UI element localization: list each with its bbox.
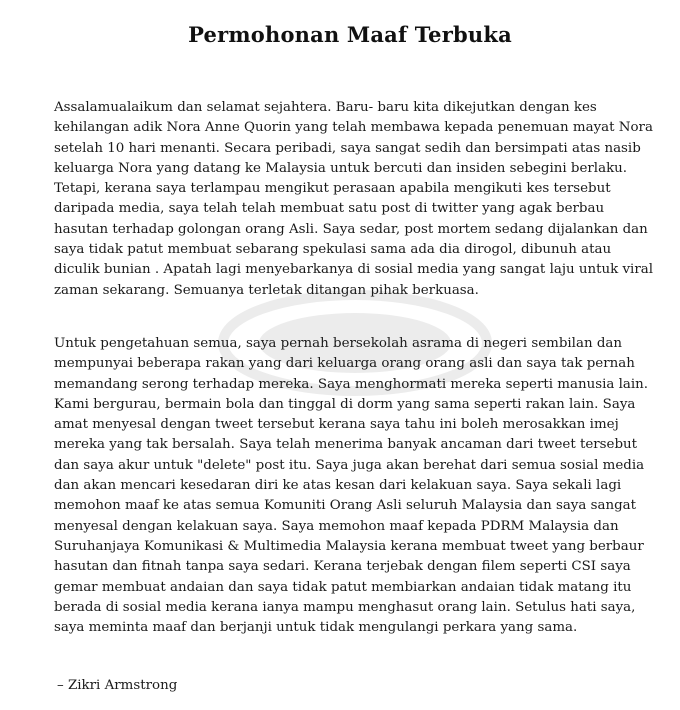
paragraph-line: Suruhanjaya Komunikasi & Multimedia Malaysia kerana membuat tweet yang berbaur xyxy=(54,538,644,554)
paragraph-line: dan akan mencari kesedaran diri ke atas kesan dari kelakuan saya. Saya sekali lagi xyxy=(54,478,622,494)
paragraph-line: menyesal dengan kelakuan saya. Saya memohon maaf kepada PDRM Malaysia dan xyxy=(54,518,619,534)
paragraph-line: Assalamualaikum dan selamat sejahtera. Baru- baru kita dikejutkan dengan kes xyxy=(54,100,597,115)
signature: – Zikri Armstrong xyxy=(57,678,178,693)
paragraph-2 xyxy=(54,334,654,638)
paragraph-line: memohon maaf ke atas semua Komuniti Orang Asli seluruh Malaysia dan saya sangat xyxy=(54,498,637,514)
paragraph-line: diculik bunian . Apatah lagi menyebarkanya di sosial media yang sangat laju untuk viral xyxy=(54,262,654,278)
paragraph-line: amat menyesal dengan tweet tersebut kerana saya tahu ini boleh merosakkan imej xyxy=(54,417,619,433)
paragraph-line: saya tidak patut membuat sebarang spekulasi sama ada dia dirogol, dibunuh atau xyxy=(54,242,612,258)
paragraph-1 xyxy=(54,98,654,301)
paragraph-line: mereka yang tak bersalah. Saya telah menerima banyak ancaman dari tweet tersebut xyxy=(54,437,638,453)
paragraph-line: gemar membuat andaian dan saya tidak patut membiarkan andaian tidak matang itu xyxy=(54,579,632,595)
paragraph-line: dan saya akur untuk "delete" post itu. Saya juga akan berehat dari semua sosial media xyxy=(54,457,645,473)
paragraph-line: hasutan dan fitnah tanpa saya sedari. Kerana terjebak dengan filem seperti CSI saya xyxy=(54,559,631,575)
paragraph-line: setelah 10 hari menanti. Secara peribadi, saya sangat sedih dan bersimpati atas nasib xyxy=(54,140,641,156)
paragraph-line: keluarga Nora yang datang ke Malaysia untuk bercuti dan insiden sebegini berlaku. xyxy=(54,160,628,176)
paragraph-line: kehilangan adik Nora Anne Quorin yang telah membawa kepada penemuan mayat Nora xyxy=(54,120,653,136)
paragraph-line: daripada media, saya telah telah membuat satu post di twitter yang agak berbau xyxy=(54,201,605,217)
paragraph-line: hasutan terhadap golongan orang Asli. Saya sedar, post mortem sedang dijalankan dan xyxy=(54,221,648,237)
paragraph-line: Untuk pengetahuan semua, saya pernah bersekolah asrama di negeri sembilan dan xyxy=(54,336,623,351)
paragraph-line: mempunyai beberapa rakan yang dari keluarga orang orang asli dan saya tak pernah xyxy=(54,356,635,372)
paragraph-line: zaman sekarang. Semuanya terletak ditangan pihak berkuasa. xyxy=(54,282,479,298)
paragraph-line: Tetapi, kerana saya terlampau mengikut perasaan apabila mengikuti kes tersebut xyxy=(54,181,611,197)
paragraph-line: berada di sosial media kerana ianya mampu menghasut orang lain. Setulus hati saya, xyxy=(54,599,636,615)
document-title: Permohonan Maaf Terbuka xyxy=(188,22,512,47)
paragraph-line: memandang serong terhadap mereka. Saya menghormati mereka seperti manusia lain. xyxy=(54,376,649,392)
paragraph-line: saya meminta maaf dan berjanji untuk tidak mengulangi perkara yang sama. xyxy=(54,620,578,636)
paragraph-line: Kami bergurau, bermain bola dan tinggal di dorm yang sama seperti rakan lain. Saya xyxy=(54,396,636,412)
